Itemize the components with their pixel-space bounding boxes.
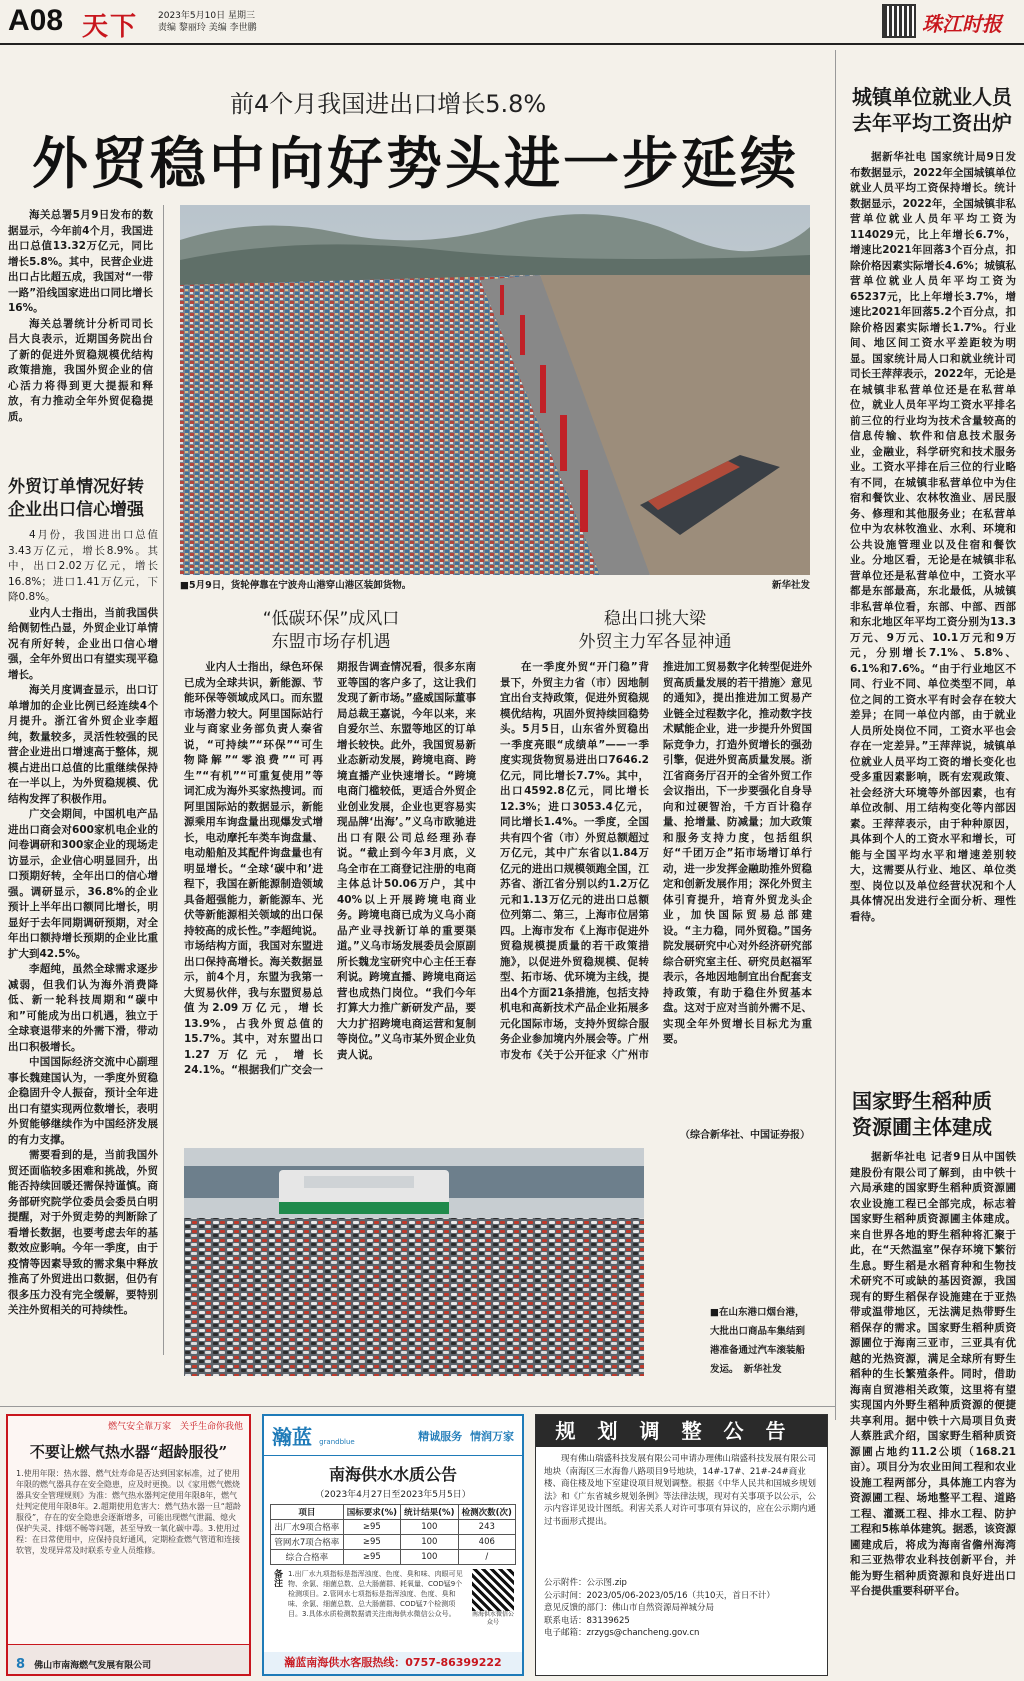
water-table-row xyxy=(271,1535,516,1550)
gas-safety-ad xyxy=(6,1414,251,1676)
port-photo-illustration xyxy=(180,205,810,575)
port-photo-caption-bar xyxy=(180,578,810,594)
lead-intro xyxy=(8,208,153,425)
water-table-cell: 管网水7项合格率 xyxy=(271,1535,344,1550)
water-ad-title: 南海供水水质公告 xyxy=(328,1465,457,1484)
water-quality-ad xyxy=(262,1414,524,1676)
right1-body: 据新华社电 国家统计局9日发布数据显示，2022年全国城镇单位就业人员平均工资保持增长。统计数据显示，2022年，全国城镇非私营单位就业人员年平均工资为114029元，比上年增长6.7%，增速比2021年回落3个百分点，扣除价格因素实际增长4.6%；城镇私营单位就业人员年平均工资为65237元，比上年增长3.7%，增速比2021年回落5.2个百分点，扣除价格因素实际增长1.7%。行业间、地区间工资水平差距较为明显。国家统计局人口和就业统计司司长王萍萍表示，2022年，无论是在城镇非私营单位还是在私营单位，就业人员年平均工资水平排名前三位的行业均为技术含量较高的信息传输、软件和信息技术服务业，金融业，科学研究和技术服务业。工资水平排在后三位的行业略有不同，在城镇非私营单位中为住宿和餐饮业、农林牧渔业、居民服务、修理和其他服务业；在私营单位中为农林牧渔业、水利、环境和公共设施管理业以及住宿和餐饮业。分地区看，无论是在城镇非私营单位还是私营单位中，工资水平都是东部最高，东北最低，从城镇非私营单位看，东部、中部、西部和东北地区年平均工资分别为13.3万元、9万元、10.1万元和9万元，分别增长7.1%、5.8%、6.1%和7.6%。“由于行业地区不同、行业不同、单位类型不同，单位之间的工资水平有时会存在较大差异；在同一单位内部，由于就业人员所处岗位不同，工资水平也会存在一定差异。”王萍萍说，城镇单位就业人员平均工资的增长变化也受多重因素影响，既有宏观政策、社会经济大环境等外部因素，也有单位改制、用工结构变化等内部因素。王萍萍表示，由于种种原因，具体到个人的工资水平和增长，可能与全国平均水平和增速差别较大，这需要从行业、地区、单位类型、岗位以及单位经营状况和个人具体情况出发进行全面分析、理性看待。 xyxy=(850,151,1016,923)
masthead-rule xyxy=(0,43,1024,45)
right2-body: 据新华社电 记者9日从中国铁建股份有限公司了解到，由中铁十六局承建的国家野生稻种质资源圃农业设施工程已全部完成，标志着国家野生稻种质资源圃主体建成。来自世界各地的野生稻种将汇聚于此，在“天然温室”保存环境下繁衍生息。野生稻是水稻育种和生物技术研究不可或缺的基因资源，我国现有的野生稻保存设施建在于亚热带或温带地区，无法满足热带野生稻保存的需求。国家野生稻种质资源圃位于海南三亚市，三亚具有优越的光热资源，满足全球所有野生稻种的生长繁殖条件。同时，借助海南自贸港相关政策，这里将有望实现国内外野生稻种质资源的便捷共享利用。据中铁十六局项目负责人蔡胜武介绍，国家野生稻种质资源圃占地约11.2公顷（168.21亩）。项目分为农业田间工程和农业设施工程两部分，具体施工内容为资源圃工程、场地整平工程、道路工程、灌溉工程、排水工程、防护工程和5栋单体建筑。据悉，该资源圃建成后，将成为海南省儋州海湾和三亚热带农业科技创新平台，并能为野生稻种质资源和良好进出口平台提供重要科研平台。 xyxy=(850,1151,1016,1597)
water-ad-period: （2023年4月27日至2023年5月5日） xyxy=(315,1490,471,1500)
water-table-header: 统计结果(%) xyxy=(401,1505,458,1520)
notice-body: 现有佛山瑞盛科技发展有限公司申请办理佛山瑞盛科技发展有限公司地块（南海区三水海鲁八路项目9号地块，14#-17#、21#-24#商业楼、商住楼及地下室建设项目规划调整。根据《中华人民共和国城乡规划法》和《广东省城乡规划条例》等法律法规，现对有关事项予以公示，公示内容详见设计图纸。利害关系人对许可事项有异议的，应在公示期内通过书面形式提出。 公示附件：公示图.zip 公示时间：2023/05/06-2023/05/16（共10天，首日不计） 意见反馈的部门：佛山市自然资源局禅城分局 联系电话：83139625 电子邮箱：zrzygs@chancheng.gov.cn xyxy=(544,1454,817,1638)
column-divider xyxy=(163,205,164,1355)
water-hotline: 瀚蓝南海供水客服热线：0757-86399222 xyxy=(264,1652,522,1674)
gas-ad-brand: 佛山市南海燃气发展有限公司 xyxy=(34,1661,152,1671)
lead-p3: 海关月度调查显示，出口订单增加的企业比例已经连续4个月提升。浙江省外贸企业李超纯，数量较多，灵活性较强的民营企业进出口增速高于整体，规模占进出口总值的比重继续保持在一半以上，为外贸稳规模、优结构发挥了积极作用。 xyxy=(8,684,158,805)
lead-body-left xyxy=(8,528,158,1356)
gas-ad-tags: 燃气安全靠万家 关乎生命你我他 xyxy=(108,1422,243,1432)
lead-intro-p2: 海关总署统计分析司司长吕大良表示，近期国务院出台了新的促进外贸稳规模优结构政策措施，我国外贸企业的信心活力将得到更大提振和释放，有力推动全年外贸促稳提质。 xyxy=(8,317,153,423)
water-qr-label: 南海供水微信公众号 xyxy=(471,1611,514,1626)
lead-p2: 业内人士指出，当前我国供给侧韧性凸显，外贸企业订单情况有所好转，企业出口信心增强，全年外贸出口有望实现平稳增长。 xyxy=(8,606,158,681)
masthead xyxy=(0,0,1024,44)
water-table-header: 项目 xyxy=(271,1505,344,1520)
ads-top-rule xyxy=(0,1406,835,1407)
mid1-body: 业内人士指出，绿色环保已成为全球共识，新能源、节能环保等领域成风口。而东盟市场潜力较大。阿里国际站行业与商家业务部负责人秦省说，“可持续”“环保”“可生物降解”“零浪费”“可再生”“有机”“可重复使用”等词汇成为海外买家热搜词。而阿里国际站的数据显示，新能源乘用车询盘量出现爆发式增长，电动摩托车类车询盘量、电动船舶及其配件询盘量也有明显增长。“全球‘碳中和’进程下，我国在新能源制造领域具备超强能力，新能源车、光伏等新能源相关领域的出口保持较高的成长性。”李超纯说。市场结构方面，我国对东盟进出口保持高增长。海关数据显示，前4个月，东盟为我第一大贸易伙伴，我与东盟贸易总值为2.09万亿元，增长13.9%，占我外贸总值的15.7%。其中，对东盟出口1.27万亿元，增长24.1%。“根据我们广交会一期报告调查情况看，很多东南亚等国的客户多了，这让我们发现了新市场。”盛威国际董事局总裁王嘉说，今年以来，来自爱尔兰、东盟等地区的订单增长较快。此外，我国贸易新业态新动发展，跨境电商、跨境直播产业快速增长。“跨境电商门槛较低，更适合外贸企业创业发展，企业也更容易实现品牌‘出海’。”义乌市欧驰进出口有限公司总经理孙春说。“截止到今年3月底，义乌全市在工商登记注册的电商主体总计50.06万户，其中40%以上开展跨境电商业务。跨境电商已成为义乌小商品产业寻找新订单的重要渠道。”义乌市场发展委员会原副所长魏龙宝研究中心主任王春利说。跨境直播、跨境电商运营也成热门岗位。“我们今年打算大力推广新研发产品，要大力扩招跨境电商运营和复制等岗位。”义乌市某外贸企业负责人说。 xyxy=(184,661,476,1076)
port-photo xyxy=(180,205,810,575)
lead-p6: 中国国际经济交流中心副理事长魏建国认为，一季度外贸稳企稳固升令人振奋，预计全年进出口有望实现两位数增长，表明外贸能够继续作为中国经济发展的有力支撑。 xyxy=(8,1056,158,1146)
port-photo-credit: 新华社发 xyxy=(771,580,810,591)
mid1-heading: “低碳环保”成风口 东盟市场存机遇 xyxy=(262,609,400,652)
water-table-cell: 100 xyxy=(401,1550,458,1565)
lead-p4: 广交会期间，中国机电产品进出口商会对600家机电企业的问卷调研和300家企业的现场走访显示，企业信心明显回升，出口预期好转，全年出口的信心增强。调研显示，36.8%的企业预计上半年出口额同比增长，明显好于去年同期调研预期，对全年出口额持增长预期的企业比重扩大到42.5%。 xyxy=(8,808,158,960)
water-table-cell: 406 xyxy=(458,1535,515,1550)
water-table-cell: ≥95 xyxy=(343,1550,400,1565)
notice-title: 规划调整公告 xyxy=(536,1415,827,1447)
water-note-label: 备注 xyxy=(272,1569,282,1587)
issue-date: 2023年5月10日 星期三 责编 黎丽玲 美编 李世鹏 xyxy=(158,11,257,33)
water-table-cell: 100 xyxy=(401,1535,458,1550)
lead-p1: 4月份，我国进出口总值3.43万亿元，增长8.9%。其中，出口2.02万亿元，增长16.8%；进口1.41万亿元，下降0.8%。 xyxy=(8,529,158,603)
mid2-source: （综合新华社、中国证券报） xyxy=(680,1130,810,1141)
section-title: 天下 xyxy=(82,12,139,42)
water-table-header: 检测次数(次) xyxy=(458,1505,515,1520)
water-table-cell: ≥95 xyxy=(343,1535,400,1550)
qr-code-icon xyxy=(884,6,914,36)
water-table-row xyxy=(271,1520,516,1535)
brand-logo: 珠江时报 xyxy=(922,12,1002,36)
water-table-cell: / xyxy=(458,1550,515,1565)
water-note-text: 1.出厂水九项指标是指浑浊度、色度、臭和味、肉眼可见物、余氯、细菌总数、总大肠菌群、耗氧量、COD锰9个检测项目。2.管网水七项指标是指浑浊度、色度、臭和味、余氯、细菌总数、总大肠菌群、COD锰7个检测项目。3.具体水质检测数据请关注南海供水微信公众号。 xyxy=(288,1570,463,1618)
right1-headline: 城镇单位就业人员 去年平均工资出炉 xyxy=(852,85,1012,135)
water-table-cell: 出厂水9项合格率 xyxy=(271,1520,344,1535)
lead-headline: 外贸稳中向好势头进一步延续 xyxy=(32,132,799,197)
water-table-row xyxy=(271,1550,516,1565)
right-divider xyxy=(835,50,836,1420)
port-photo-caption: ■5月9日，货轮停靠在宁波舟山港穿山港区装卸货物。 xyxy=(180,580,412,591)
gas-ad-title: 不要让燃气热水器“超龄服役” xyxy=(29,1443,228,1461)
cars-photo-caption-box xyxy=(710,1300,810,1376)
water-ad-notes xyxy=(264,1565,522,1639)
gas-ad-footer xyxy=(8,1644,249,1674)
mid2-body: 在一季度外贸“开门稳”背景下，外贸主力省（市）因地制宜出台支持政策，促进外贸稳规模优结构，巩固外贸持续回稳势头。5月5日，山东省外贸稳出一季度亮眼“成绩单”——一季度实现货物贸易进出口7646.2亿元，同比增长7.7%。其中，出口4592.8亿元，同比增长12.3%；进口3053.4亿元，同比增长1.4%。一季度，全国共有四个省（市）外贸总额超过万亿元，其中广东省以1.84万亿元的进出口规模领跑全国，江苏省、浙江省分别以约1.2万亿元和1.13万亿元的进出口总额位列第二、第三，上海市位居第四。上海市发布《上海市促进外贸稳规模提质量的若干政策措施》，以促进外贸稳规模、促转型、拓市场、优环境为主线，提出4个方面21条措施，包括支持机电和高新技术产品企业拓展多元化国际市场，支持外贸综合服务企业参加境内外展会等。广州市发布《关于公开征求〈广州市推进加工贸易数字化转型促进外贸高质量发展的若干措施〉意见的通知》，提出推进加工贸易产业链全过程数字化，推动数字技术赋能企业，进一步提升外贸国际竞争力，打造外贸增长的强劲引擎，促进外贸高质量发展。浙江省商务厅召开的全省外贸工作会议指出，下一步要强化自身导向和过硬智治，千方百计稳存量、抢增量、防减量；加大政策和服务支持力度，包括组织好“千团万企”拓市场增订单行动，进一步发挥金融助推外贸稳定和创新发展作用；深化外贸主体引育提升，培育外贸龙头企业，加快国际贸易总部建设。“主力稳，同外贸稳。”国务院发展研究中心对外经济研究部综合研究室主任、研究员赵福军表示，各地因地制宜出台配套支持政策，有助于稳住外贸基本盘。这对于应对当前外需不足、实现全年外贸增长目标尤为重要。 xyxy=(500,661,812,1061)
lead-subhead-1: 外贸订单情况好转 企业出口信心增强 xyxy=(8,477,144,520)
lead-p5: 李超纯，虽然全球需求逐步减弱，但我们认为海外消费降低、新一轮科技周期和“碳中和”可能成为出口机遇，独立于全球衰退带来的外需下滑，带动出口积极增长。 xyxy=(8,963,158,1053)
lead-intro-p1: 海关总署5月9日发布的数据显示，今年前4个月，我国进出口总值13.32万亿元，同比增长5.8%。其中，民营企业进出口占比超五成，我国对“一带一路”沿线国家进出口同比增长16%。 xyxy=(8,209,153,314)
page-number: A08 xyxy=(8,4,64,37)
planning-notice xyxy=(535,1414,828,1676)
gas-ad-body: 1.使用年限：热水器、燃气灶寿命是否达到国家标准，过了使用年限的燃气器具存在安全隐患，应及时更换。以《家用燃气燃烧器具安全管理规则》为准：燃气热水器判定使用年限8年，燃气灶判定使用年限8年。2.超期使用危害大：燃气热水器一旦“超龄服役”，存在的安全隐患会逐渐增多，可能出现燃气泄漏、熄火保护失灵、排烟不畅等问题，甚至导致一氧化碳中毒。3.使用过程：在日常使用中，应保持良好通风，定期检查燃气管道和连接软管，发现异常及时联系专业人员维修。 xyxy=(16,1469,241,1555)
cars-photo-caption: ■在山东港口烟台港，大批出口商品车集结到港准备通过汽车滚装船发运。 xyxy=(710,1307,806,1375)
lead-kicker: 前4个月我国进出口增长5.8% xyxy=(230,90,547,118)
water-ad-header: 瀚蓝 grandblue 精诚服务 情润万家 xyxy=(264,1416,522,1456)
water-table-cell: 综合合格率 xyxy=(271,1550,344,1565)
water-table-cell: 243 xyxy=(458,1520,515,1535)
cars-photo-illustration xyxy=(184,1148,644,1376)
water-quality-table xyxy=(264,1504,522,1565)
water-table-header: 国标要求(%) xyxy=(343,1505,400,1520)
water-logo: 瀚蓝 xyxy=(272,1425,312,1449)
water-qr-icon xyxy=(472,1569,514,1611)
water-logo-en: grandblue xyxy=(319,1438,355,1446)
gas-brand-logo-icon: 8 xyxy=(16,1657,26,1672)
cars-photo xyxy=(184,1148,644,1376)
cars-photo-credit: 新华社发 xyxy=(743,1364,782,1375)
lead-p7: 需要看到的是，当前我国外贸还面临较多困难和挑战，外贸能否持续回暖还需保持谨慎。商务部研究院学位委员会委员白明提醒，对于外贸走势的判断除了看增长数据，也要考虑去年的基数效应影响。今年一季度，由于疫情等因素导致的需求集中释放推高了外贸进出口数据，但仍有很多压力没有完全缓解，要特别关注外贸相关的可持续性。 xyxy=(8,1149,158,1316)
water-table-cell: ≥95 xyxy=(343,1520,400,1535)
water-table-cell: 100 xyxy=(401,1520,458,1535)
right2-headline: 国家野生稻种质 资源圃主体建成 xyxy=(852,1089,992,1139)
mid2-heading: 稳出口挑大梁 外贸主力军各显神通 xyxy=(578,609,732,652)
